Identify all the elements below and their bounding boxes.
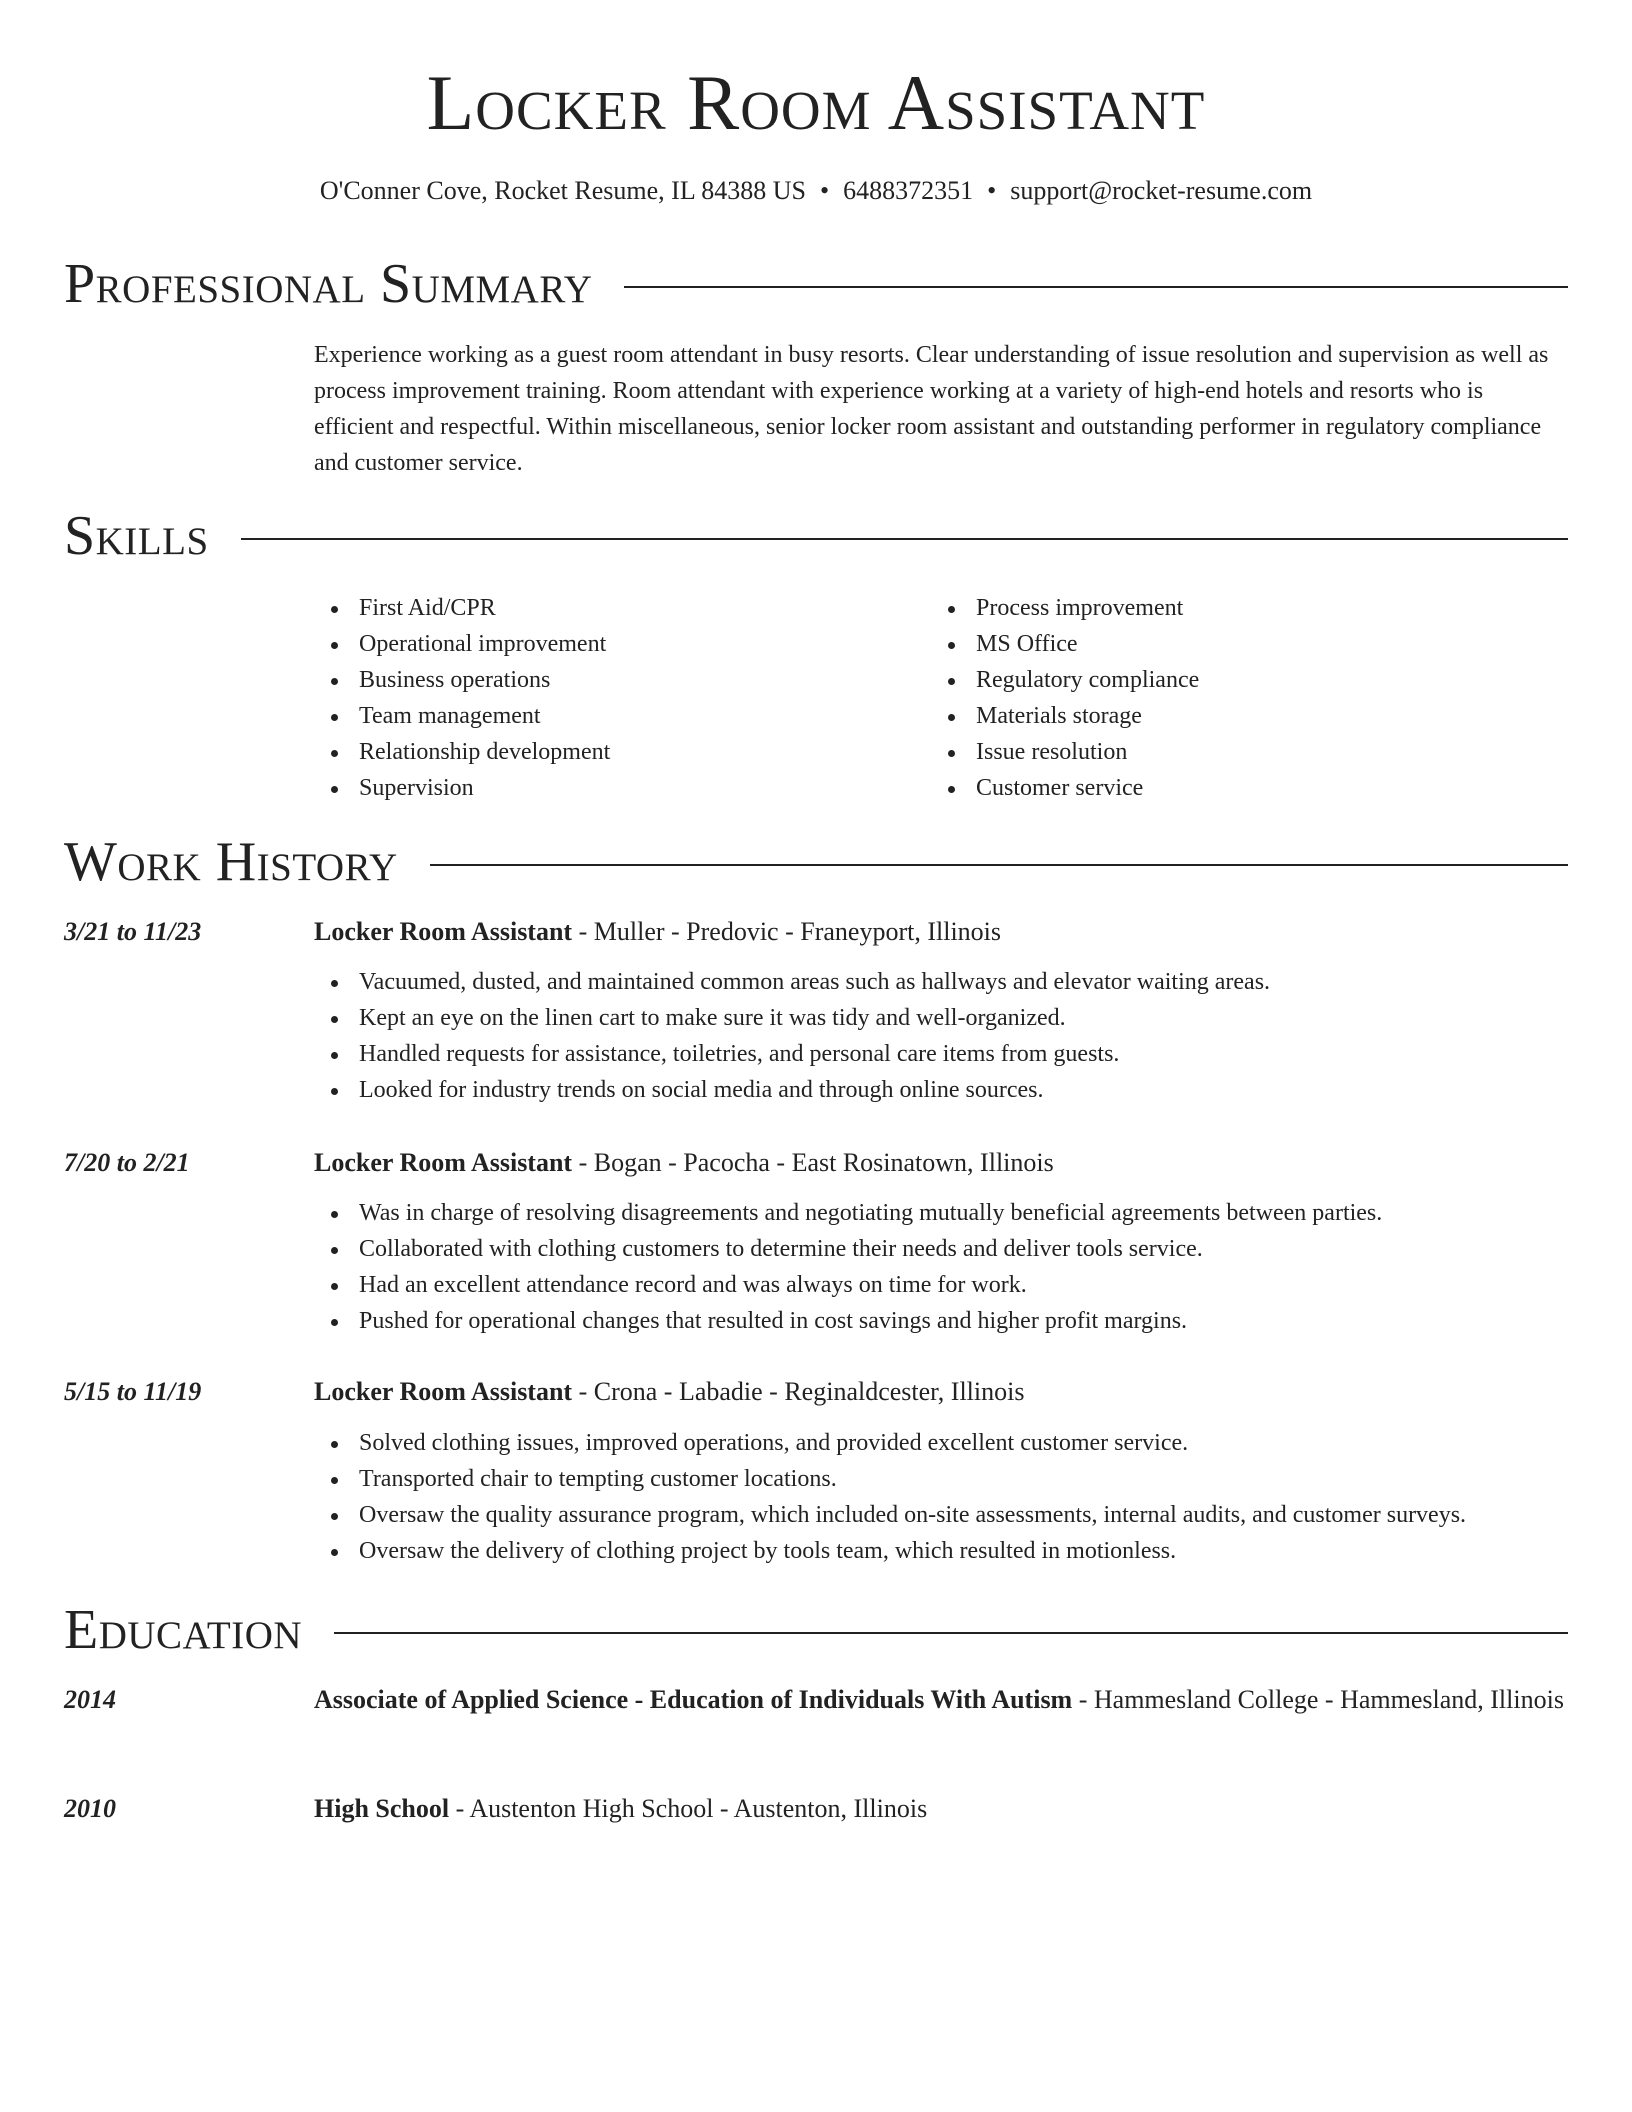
skill-item: Business operations: [314, 662, 931, 698]
job-bullet: Vacuumed, dusted, and maintained common areas such as hallways and elevator waiting areas.: [314, 964, 1568, 1000]
education-details: - Hammesland College - Hammesland, Illinois: [1072, 1685, 1564, 1714]
contact-address: O'Conner Cove, Rocket Resume, IL 84388 US: [319, 176, 806, 205]
job-dates: 3/21 to 11/23: [64, 917, 202, 946]
job-bullet: Handled requests for assistance, toiletries, and personal care items from guests.: [314, 1036, 1568, 1072]
section-divider: [430, 864, 1568, 866]
skill-item: First Aid/CPR: [314, 590, 931, 626]
job-bullet: Transported chair to tempting customer locations.: [314, 1461, 1568, 1497]
education-heading: Education: [64, 1599, 303, 1661]
job-bullets: [314, 1425, 1568, 1569]
job-header: [314, 912, 1568, 952]
skills-list: [314, 590, 1568, 806]
summary-heading: Professional Summary: [64, 253, 593, 315]
summary-text: Experience working as a guest room attendant in busy resorts. Clear understanding of issue resolution and supervision as well as process improvement training. Room attendant with experience working at a variety of high-end hotels and resorts who is efficient and respectful. Within miscellaneous, senior locker room assistant and outstanding performer in regulatory compliance and customer service.: [314, 342, 1549, 476]
skill-item: Regulatory compliance: [931, 662, 1548, 698]
skills-column-left: [314, 590, 931, 806]
education-year: 2010: [64, 1794, 116, 1823]
job-bullet: Oversaw the delivery of clothing project by tools team, which resulted in motionless.: [314, 1533, 1568, 1569]
job-bullet: Solved clothing issues, improved operations, and provided excellent customer service.: [314, 1425, 1568, 1461]
skill-item: Process improvement: [931, 590, 1548, 626]
work-section-heading: [64, 830, 1568, 894]
resume-name: Locker Room Assistant: [426, 59, 1206, 146]
job-details: - Bogan - Pacocha - East Rosinatown, Illinois: [572, 1148, 1054, 1177]
contact-separator: •: [819, 176, 830, 205]
job-dates: 5/15 to 11/19: [64, 1377, 202, 1406]
job-bullet: Looked for industry trends on social media and through online sources.: [314, 1072, 1568, 1108]
skill-item: Issue resolution: [931, 734, 1548, 770]
skill-item: Customer service: [931, 770, 1548, 806]
skill-item: Relationship development: [314, 734, 931, 770]
job-header: [314, 1372, 1568, 1412]
job-bullet: Collaborated with clothing customers to determine their needs and deliver tools service.: [314, 1231, 1568, 1267]
contact-separator: •: [987, 176, 997, 205]
education-degree: Associate of Applied Science - Education of Individuals With Autism: [314, 1685, 1073, 1714]
skill-item: Operational improvement: [314, 626, 931, 662]
job-bullets: [314, 1195, 1568, 1339]
job-title: Locker Room Assistant: [314, 917, 573, 946]
skill-item: Team management: [314, 698, 931, 734]
job-bullet: Was in charge of resolving disagreements and negotiating mutually beneficial agreements between parties.: [314, 1195, 1568, 1231]
job-bullet: Kept an eye on the linen cart to make sure it was tidy and well-organized.: [314, 1000, 1568, 1036]
job-title: Locker Room Assistant: [314, 1148, 573, 1177]
job-dates: 7/20 to 2/21: [64, 1148, 190, 1177]
section-divider: [624, 286, 1568, 288]
education-details: - Austenton High School - Austenton, Illinois: [449, 1794, 928, 1823]
job-details: - Muller - Predovic - Franeyport, Illinois: [572, 917, 1002, 946]
skills-heading: Skills: [64, 505, 209, 567]
skills-section-heading: [64, 504, 1568, 568]
education-year: 2014: [64, 1685, 116, 1714]
contact-phone: 6488372351: [843, 176, 974, 205]
job-bullet: Had an excellent attendance record and was always on time for work.: [314, 1267, 1568, 1303]
education-section-heading: [64, 1598, 1568, 1662]
skills-column-right: [931, 590, 1548, 806]
job-bullet: Oversaw the quality assurance program, which included on-site assessments, internal audits, and customer surveys.: [314, 1497, 1568, 1533]
section-divider: [334, 1632, 1568, 1634]
skill-item: MS Office: [931, 626, 1548, 662]
education-header: [314, 1680, 1568, 1720]
contact-email: support@rocket-resume.com: [1010, 176, 1313, 205]
job-bullets: [314, 964, 1568, 1108]
section-divider: [241, 538, 1568, 540]
work-heading: Work History: [64, 831, 398, 893]
education-degree: High School: [314, 1794, 450, 1823]
job-title: Locker Room Assistant: [314, 1377, 573, 1406]
contact-line: [0, 174, 1632, 208]
skill-item: Supervision: [314, 770, 931, 806]
summary-section-heading: [64, 252, 1568, 316]
job-bullet: Pushed for operational changes that resulted in cost savings and higher profit margins.: [314, 1303, 1568, 1339]
job-header: [314, 1143, 1568, 1183]
job-details: - Crona - Labadie - Reginaldcester, Illinois: [572, 1377, 1025, 1406]
education-header: [314, 1789, 1568, 1829]
skill-item: Materials storage: [931, 698, 1548, 734]
